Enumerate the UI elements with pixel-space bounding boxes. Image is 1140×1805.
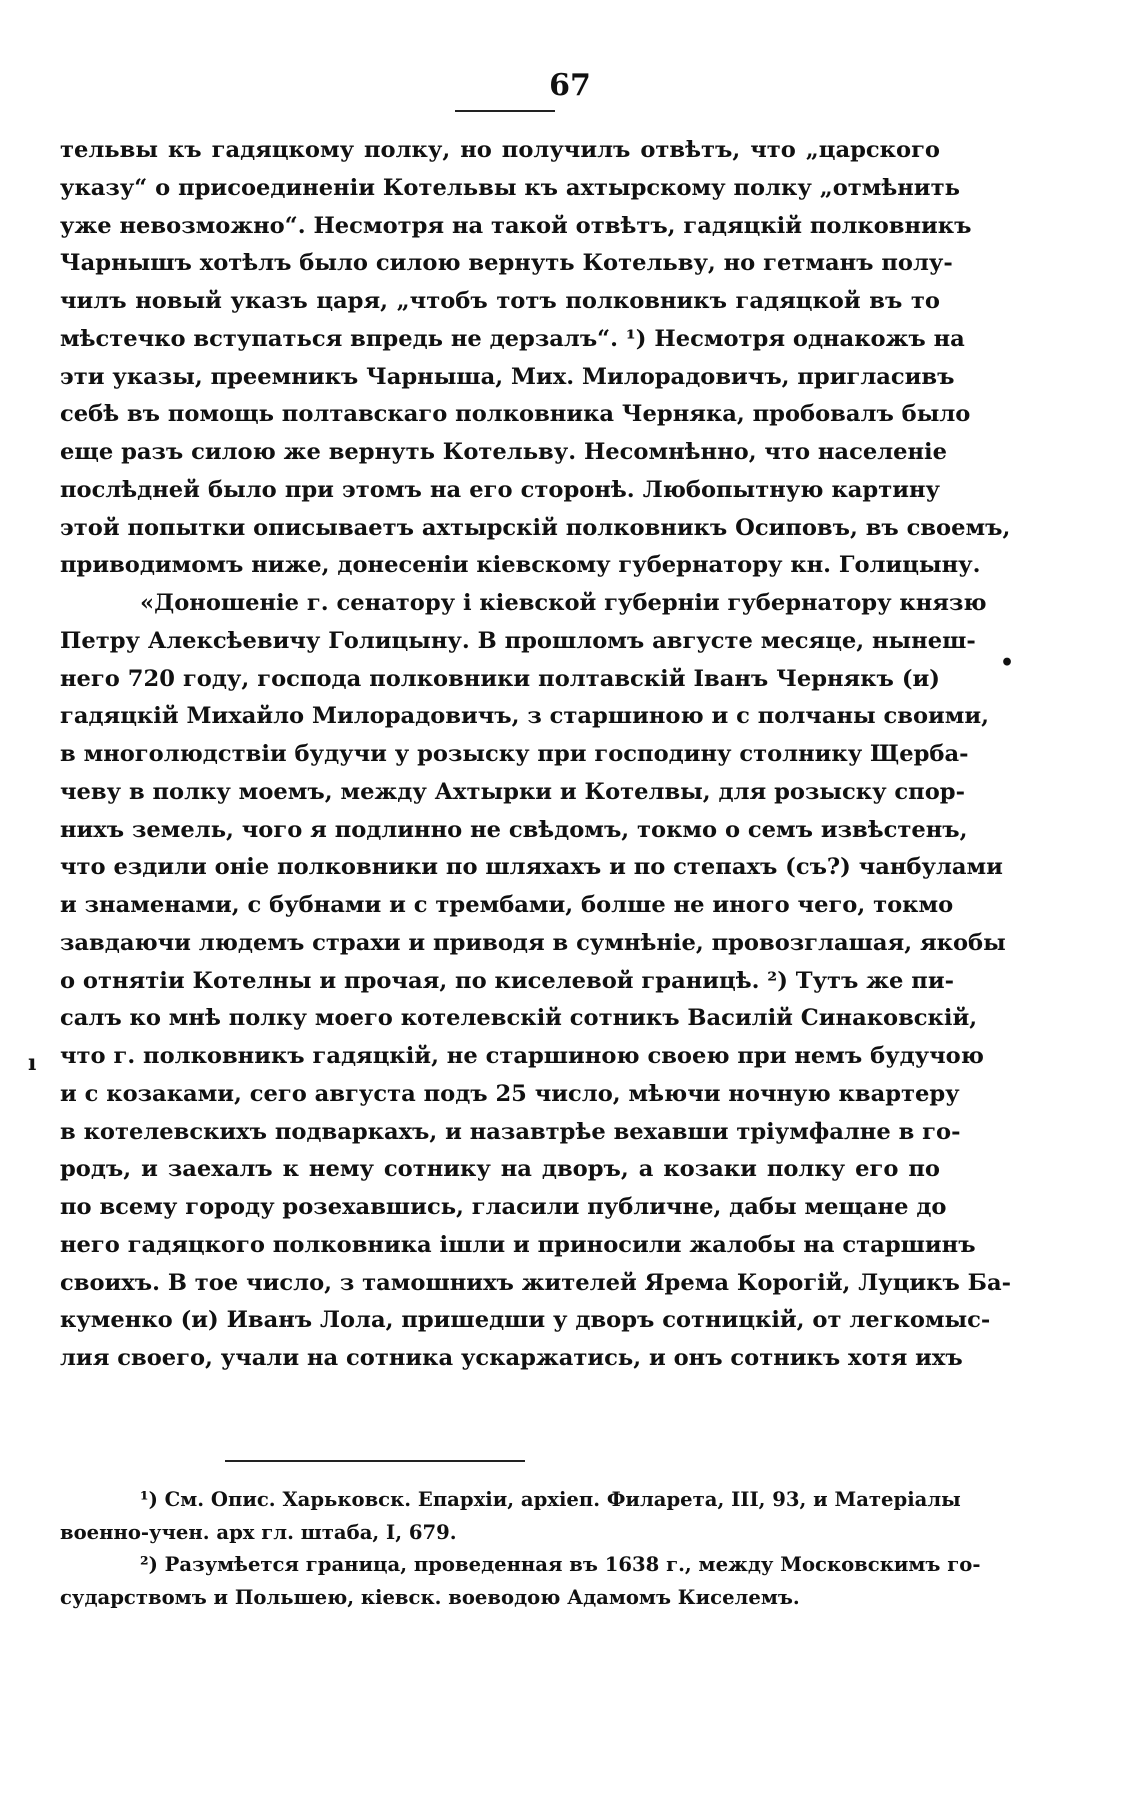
text-line: по всему городу розехавшись, гласили публичне, дабы мещане до [60, 1194, 947, 1220]
text-line: что г. полковникъ гадяцкiй, не старшиною своею при немъ будучою [60, 1043, 984, 1069]
text-line: нихъ земель, чого я подлинно не свѣдомъ, токмо о семъ извѣстенъ, [60, 816, 968, 843]
footnote-line: ¹) См. Опис. Харьковск. Епархiи, архiеп. Филарета, III, 93, и Матерiалы [140, 1488, 961, 1511]
text-line: завдаючи людемъ страхи и приводя в сумнѣнiе, провозглашая, якобы [60, 929, 1006, 956]
text-line: в многолюдствiи будучи у розыску при господину столнику Щерба- [60, 741, 969, 767]
text-line: «Доношенiе г. сенатору i кiевской губернiи губернатору князю [140, 590, 987, 616]
text-line: этой попытки описываетъ ахтырскiй полковникъ Осиповъ, въ своемъ, [60, 514, 1011, 541]
text-line: что ездили онiе полковники по шляхахъ и по степахъ (съ?) чанбулами [60, 854, 1003, 881]
text-line: эти указы, преемникъ Чарныша, Мих. Милорадовичъ, пригласивъ [60, 363, 955, 390]
footnote-line: сударствомъ и Польшею, кiевск. воеводою Адамомъ Киселемъ. [60, 1585, 800, 1609]
text-line: себѣ въ помощь полтавскаго полковника Черняка, пробовалъ было [60, 401, 971, 428]
page-number: 67 [549, 68, 591, 103]
text-line: тельвы къ гадяцкому полку, но получилъ отвѣтъ, что „царского [60, 137, 940, 163]
main-text [60, 132, 1011, 1378]
text-line: уже невозможно“. Несмотря на такой отвѣтъ, гадяцкiй полковникъ [60, 212, 972, 239]
text-line: чилъ новый указъ царя, „чтобъ тотъ полковникъ гадяцкой въ то [60, 288, 940, 314]
page-number-rule [455, 110, 555, 112]
text-line: мѣстечко вступаться впредь не дерзалъ“. ¹) Несмотря однакожъ на [60, 325, 965, 352]
text-line: Петру Алексѣевичу Голицыну. В прошломъ августе месяце, нынеш- [60, 627, 976, 654]
text-line: салъ ко мнѣ полку моего котелевскiй сотникъ Василiй Синаковскiй, [60, 1005, 978, 1032]
text-line: гадяцкiй Михайло Милорадовичъ, з старшиною и с полчаны своими, [60, 703, 990, 730]
text-line: и с козаками, сего августа подъ 25 число, мѣючи ночную квартеру [60, 1080, 960, 1107]
text-line: куменко (и) Иванъ Лола, пришедши у дворъ сотницкiй, от легкомыс- [60, 1307, 991, 1334]
text-line: своихъ. В тое число, з тамошнихъ жителей Ярема Корогiй, Луцикъ Ба- [60, 1269, 1011, 1296]
footnotes [60, 1484, 981, 1614]
footnote-rule [225, 1460, 525, 1462]
footnote-line: ²) Разумѣется граница, проведенная въ 1638 г., между Московскимъ го- [140, 1553, 981, 1576]
text-line: о отнятiи Котелны и прочая, по киселевой границѣ. ²) Тутъ же пи- [60, 967, 954, 994]
text-line: родъ, и заехалъ к нему сотнику на дворъ, а козаки полку его по [60, 1156, 940, 1183]
text-line: и знаменами, с бубнами и с трембами, болше не иного чего, токмо [60, 892, 954, 918]
text-line: лия своего, учали на сотника ускаржатись, и онъ сотникъ хотя ихъ [60, 1345, 963, 1371]
text-line: приводимомъ ниже, донесенiи кiевскому губернатору кн. Голицыну. [60, 552, 981, 579]
stray-ink-mark: • [1000, 650, 1015, 676]
text-line: в котелевскихъ подваркахъ, и назавтрѣе вехавши трiумфалне в го- [60, 1118, 961, 1145]
footnote-line: военно-учен. арх гл. штаба, I, 679. [60, 1520, 457, 1544]
stray-ink-mark: ı [28, 1050, 37, 1076]
text-line: Чарнышъ хотѣлъ было силою вернуть Котельву, но гетманъ полу- [60, 250, 953, 277]
text-line: него гадяцкого полковника iшли и приносили жалобы на старшинъ [60, 1231, 976, 1258]
text-line: послѣдней было при этомъ на его сторонѣ. Любопытную картину [60, 476, 940, 503]
text-line: еще разъ силою же вернуть Котельву. Несомнѣнно, что населенiе [60, 439, 948, 465]
text-line: указу“ о присоединенiи Котельвы къ ахтырскому полку „отмѣнить [60, 174, 960, 201]
text-line: него 720 году, господа полковники полтавскiй Iванъ Чернякъ (и) [60, 665, 940, 692]
text-line: чеву в полку моемъ, между Ахтырки и Котелвы, для розыску спор- [60, 778, 965, 805]
